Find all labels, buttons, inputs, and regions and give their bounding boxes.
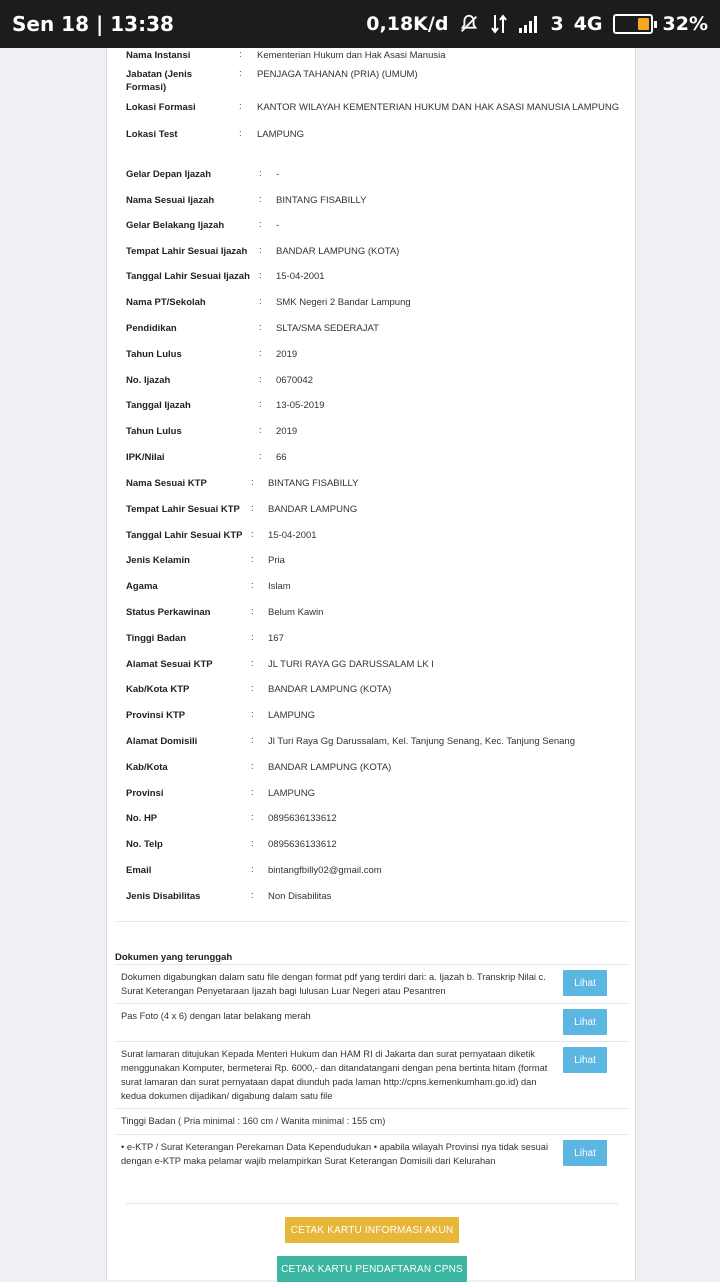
view-document-button[interactable]: Lihat bbox=[563, 1009, 607, 1035]
status-time: Sen 18 | 13:38 bbox=[12, 12, 174, 36]
field-label: Alamat Sesuai KTP bbox=[126, 658, 213, 670]
field-colon: : bbox=[251, 606, 254, 617]
field-value: Jl Turi Raya Gg Darussalam, Kel. Tanjung Senang, Kec. Tanjung Senang bbox=[268, 736, 576, 747]
field-label: Provinsi KTP bbox=[126, 710, 186, 722]
field-colon: : bbox=[251, 838, 254, 850]
field-colon: : bbox=[251, 812, 254, 824]
field-value: 15-04-2001 bbox=[276, 271, 325, 282]
field-colon: : bbox=[251, 735, 254, 746]
field-colon: : bbox=[251, 502, 254, 514]
field-label: Tahun Lulus bbox=[126, 349, 182, 360]
view-document-button[interactable]: Lihat bbox=[563, 1140, 607, 1166]
field-value: LAMPUNG bbox=[268, 710, 315, 722]
view-document-button[interactable]: Lihat bbox=[563, 970, 607, 996]
field-colon: : bbox=[239, 101, 242, 112]
field-value: - bbox=[276, 220, 280, 231]
battery-icon bbox=[613, 14, 653, 34]
field-colon: : bbox=[239, 49, 242, 60]
field-value: 2019 bbox=[276, 426, 298, 437]
print-account-card-button[interactable]: CETAK KARTU INFORMASI AKUN bbox=[285, 1217, 459, 1243]
document-row bbox=[115, 1134, 629, 1174]
field-label: Nama Instansi bbox=[126, 50, 191, 61]
field-value: - bbox=[276, 169, 280, 180]
field-value: Islam bbox=[268, 581, 291, 593]
field-label: Gelar Depan Ijazah bbox=[126, 169, 212, 180]
document-description: Tinggi Badan ( Pria minimal : 160 cm / Wanita minimal : 155 cm) bbox=[121, 1116, 386, 1126]
field-label: Tahun Lulus bbox=[126, 426, 182, 437]
field-value: 15-04-2001 bbox=[268, 529, 317, 541]
field-colon: : bbox=[259, 168, 262, 179]
field-value: 0895636133612 bbox=[268, 813, 337, 825]
view-document-button[interactable]: Lihat bbox=[563, 1047, 607, 1073]
field-label: Lokasi Formasi bbox=[126, 102, 196, 113]
field-value: LAMPUNG bbox=[268, 787, 315, 799]
field-label: Nama PT/Sekolah bbox=[126, 297, 206, 308]
field-colon: : bbox=[251, 477, 254, 488]
field-colon: : bbox=[251, 709, 254, 721]
field-label: IPK/Nilai bbox=[126, 452, 165, 463]
field-value: LAMPUNG bbox=[257, 129, 304, 140]
field-label: Kab/Kota bbox=[126, 761, 168, 773]
field-label: Tanggal Lahir Sesuai KTP bbox=[126, 529, 243, 541]
field-label: No. Ijazah bbox=[126, 375, 171, 386]
field-value: 2019 bbox=[276, 349, 298, 360]
field-label: Jabatan (Jenis Formasi) bbox=[126, 69, 192, 93]
field-colon: : bbox=[259, 322, 262, 333]
field-colon: : bbox=[259, 194, 262, 205]
field-value: BANDAR LAMPUNG (KOTA) bbox=[276, 246, 400, 257]
field-value: 167 bbox=[268, 632, 284, 644]
document-row bbox=[115, 964, 629, 1003]
field-value: 0895636133612 bbox=[268, 839, 337, 851]
field-value: 66 bbox=[276, 452, 287, 463]
field-label: Jenis Kelamin bbox=[126, 555, 190, 567]
field-colon: : bbox=[251, 683, 254, 695]
field-value: 0670042 bbox=[276, 375, 313, 386]
field-label: Jenis Disabilitas bbox=[126, 890, 201, 902]
documents-title: Dokumen yang terunggah bbox=[115, 952, 233, 963]
field-colon: : bbox=[251, 554, 254, 566]
field-label: Nama Sesuai KTP bbox=[126, 478, 207, 489]
battery-percent: 32% bbox=[662, 13, 708, 35]
field-colon: : bbox=[239, 128, 242, 139]
field-label: Agama bbox=[126, 581, 158, 593]
field-value: BANDAR LAMPUNG (KOTA) bbox=[268, 684, 392, 696]
field-colon: : bbox=[259, 245, 262, 256]
document-description: • e-KTP / Surat Keterangan Perekaman Data Kependudukan • apabila wilayah Provinsi nya tidak sesuai dengan e-KTP maka pelamar wajib melampirkan Surat Keterangan Domisili dari Kelurahan bbox=[121, 1142, 549, 1166]
field-value: BANDAR LAMPUNG bbox=[268, 503, 358, 515]
network-type: 4G bbox=[573, 13, 603, 35]
field-value: BINTANG FISABILLY bbox=[268, 478, 359, 489]
field-colon: : bbox=[251, 528, 254, 540]
field-colon: : bbox=[251, 760, 254, 772]
document-description: Dokumen digabungkan dalam satu file dengan format pdf yang terdiri dari: a. Ijazah b. Transkrip Nilai c. Surat Keterangan Penyetaraan Ijazah bagi lulusan Luar Negeri atau Pesantren bbox=[121, 972, 546, 996]
field-label: No. HP bbox=[126, 813, 158, 825]
field-value: bintangfbilly02@gmail.com bbox=[268, 865, 382, 876]
field-label: Gelar Belakang Ijazah bbox=[126, 220, 225, 231]
field-colon: : bbox=[259, 451, 262, 462]
field-value: KANTOR WILAYAH KEMENTERIAN HUKUM DAN HAK ASASI MANUSIA LAMPUNG bbox=[257, 102, 620, 113]
field-colon: : bbox=[259, 425, 262, 436]
field-colon: : bbox=[251, 580, 254, 592]
field-value: SMK Negeri 2 Bandar Lampung bbox=[276, 297, 411, 308]
field-colon: : bbox=[251, 889, 254, 901]
field-label: Provinsi bbox=[126, 787, 164, 799]
status-bar bbox=[0, 0, 720, 48]
field-label: Alamat Domisili bbox=[126, 736, 198, 747]
document-row bbox=[115, 1003, 629, 1041]
field-colon: : bbox=[251, 864, 254, 875]
field-colon: : bbox=[259, 296, 262, 307]
field-label: Tanggal Lahir Sesuai Ijazah bbox=[126, 271, 250, 282]
field-value: 13-05-2019 bbox=[276, 400, 325, 411]
field-label: Tinggi Badan bbox=[126, 632, 186, 644]
field-label: Email bbox=[126, 865, 152, 876]
field-colon: : bbox=[259, 270, 262, 281]
signal-icon bbox=[518, 14, 540, 34]
network-speed: 0,18K/d bbox=[366, 13, 449, 35]
data-transfer-icon bbox=[490, 13, 508, 35]
divider bbox=[126, 1203, 618, 1204]
document-description: Pas Foto (4 x 6) dengan latar belakang merah bbox=[121, 1011, 311, 1021]
field-value: BINTANG FISABILLY bbox=[276, 195, 367, 206]
field-colon: : bbox=[251, 657, 254, 669]
field-value: Non Disabilitas bbox=[268, 890, 332, 902]
field-label: Tempat Lahir Sesuai Ijazah bbox=[126, 246, 248, 257]
field-label: Kab/Kota KTP bbox=[126, 684, 190, 696]
field-label: No. Telp bbox=[126, 839, 163, 851]
field-value: Belum Kawin bbox=[268, 607, 324, 618]
field-label: Lokasi Test bbox=[126, 129, 178, 140]
divider bbox=[116, 921, 628, 922]
field-value: BANDAR LAMPUNG (KOTA) bbox=[268, 761, 392, 773]
field-label: Nama Sesuai Ijazah bbox=[126, 195, 215, 206]
field-colon: : bbox=[259, 219, 262, 230]
print-registration-card-button[interactable]: CETAK KARTU PENDAFTARAN CPNS bbox=[277, 1256, 467, 1282]
field-colon: : bbox=[251, 786, 254, 798]
field-colon: : bbox=[259, 348, 262, 359]
sim-slot: 3 bbox=[550, 13, 564, 35]
field-label: Status Perkawinan bbox=[126, 607, 211, 618]
field-value: JL TURI RAYA GG DARUSSALAM LK I bbox=[268, 658, 434, 670]
field-label: Tanggal Ijazah bbox=[126, 400, 191, 411]
field-colon: : bbox=[239, 68, 242, 79]
field-value: PENJAGA TAHANAN (PRIA) (UMUM) bbox=[257, 69, 418, 80]
field-colon: : bbox=[251, 631, 254, 643]
field-colon: : bbox=[259, 399, 262, 410]
field-colon: : bbox=[259, 374, 262, 385]
document-description: Surat lamaran ditujukan Kepada Menteri Hukum dan HAM RI di Jakarta dan surat pernyataan diketik menggunakan Komputer, bermeterai Rp. 6000,- dan ditandatangani dengan pena bertinta hitam (format surat lamaran dan surat pernyataan dapat diunduh pada laman http://cpns.kemenkumham.go.id) dan kedua dokumen dijadikan/ digabung dalam satu file bbox=[121, 1049, 548, 1101]
field-label: Tempat Lahir Sesuai KTP bbox=[126, 503, 240, 515]
field-label: Pendidikan bbox=[126, 323, 177, 334]
document-row bbox=[115, 1108, 629, 1134]
field-value: Kementerian Hukum dan Hak Asasi Manusia bbox=[257, 50, 446, 61]
field-value: SLTA/SMA SEDERAJAT bbox=[276, 323, 379, 334]
notification-muted-icon bbox=[458, 13, 480, 35]
field-value: Pria bbox=[268, 555, 285, 567]
registration-detail-page bbox=[106, 48, 636, 1280]
document-row bbox=[115, 1041, 629, 1108]
